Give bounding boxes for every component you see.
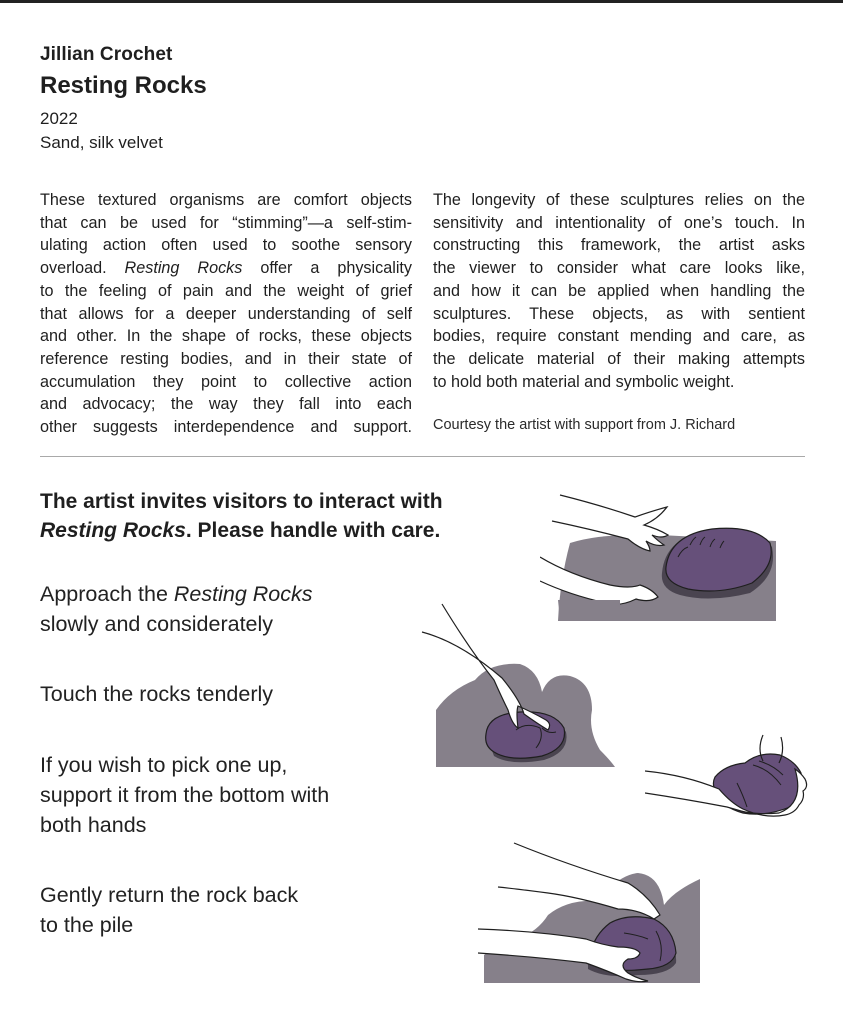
text-line: the delicate material of their making attempts <box>433 349 805 368</box>
text-run: overload. <box>40 259 125 278</box>
text-line: the viewer to consider what care looks like, <box>433 259 805 278</box>
artwork-title: Resting Rocks <box>40 72 207 99</box>
text-line: ulating action often used to soothe sensory <box>40 236 412 255</box>
step-return <box>40 880 298 940</box>
text-line: constructing this framework, the artist asks <box>433 236 805 255</box>
text-line: and how it can be applied when handling the <box>433 281 805 300</box>
text-line: The longevity of these sculptures relies on the <box>433 191 805 209</box>
text-line: These textured organisms are comfort objects <box>40 191 412 209</box>
text-line: bodies, require constant mending and care, as <box>433 327 805 346</box>
top-bar <box>0 0 843 3</box>
step-text: slowly and considerately <box>40 612 274 636</box>
text-line: that can be used for “stimming”—a self-stim- <box>40 213 412 232</box>
text-line: reference resting bodies, and in their state of <box>40 349 412 368</box>
hands-holding-rock-illustration <box>645 733 815 823</box>
text-line <box>40 257 412 280</box>
step-approach <box>40 579 312 639</box>
text-line: to the feeling of pain and the weight of grief <box>40 281 412 300</box>
step-text: Approach the <box>40 582 174 606</box>
step-text: Touch the rocks tenderly <box>40 682 274 706</box>
instructions-heading <box>40 487 443 545</box>
text-line: other suggests interdependence and support. <box>40 418 412 437</box>
text-line: sensitivity and intentionality of one’s touch. In <box>433 213 805 232</box>
artwork-title-italic: Resting Rocks <box>173 582 313 606</box>
hands-returning-rock-illustration <box>478 835 708 985</box>
hand-touching-rock-illustration <box>420 600 620 775</box>
step-text: support it from the bottom with <box>40 783 330 807</box>
text-line: and other. In the shape of rocks, these objects <box>40 327 412 346</box>
text-line: to hold both material and symbolic weight. <box>433 372 735 391</box>
ground-cutout <box>558 600 620 620</box>
text-line: that allows for a deeper understanding of self <box>40 304 412 323</box>
step-text: both hands <box>40 813 147 837</box>
artwork-medium: Sand, silk velvet <box>40 133 163 152</box>
artwork-title-italic: Resting Rocks <box>40 519 186 542</box>
text-run: offer a physicality <box>242 259 413 278</box>
rock-icon <box>486 712 565 758</box>
heading-line: The artist invites visitors to interact with <box>40 490 443 513</box>
text-line: sculptures. These objects, as with sentient <box>433 304 805 323</box>
text-line: and advocacy; the way they fall into each <box>40 395 412 414</box>
step-touch <box>40 679 273 709</box>
step-pick-up <box>40 750 329 840</box>
artwork-title-italic: Resting Rocks <box>124 259 243 278</box>
text-line: accumulation they point to collective action <box>40 372 412 391</box>
credit-line: Courtesy the artist with support from J. Richard <box>433 417 736 433</box>
step-text: to the pile <box>40 913 134 937</box>
step-text: If you wish to pick one up, <box>40 753 288 777</box>
description-right-column <box>433 189 805 393</box>
artwork-year: 2022 <box>40 109 78 128</box>
artist-name: Jillian Crochet <box>40 44 173 65</box>
section-divider <box>40 456 805 457</box>
heading-line: . Please handle with care. <box>185 519 441 542</box>
description-left-column <box>40 189 412 439</box>
step-text: Gently return the rock back <box>40 883 299 907</box>
